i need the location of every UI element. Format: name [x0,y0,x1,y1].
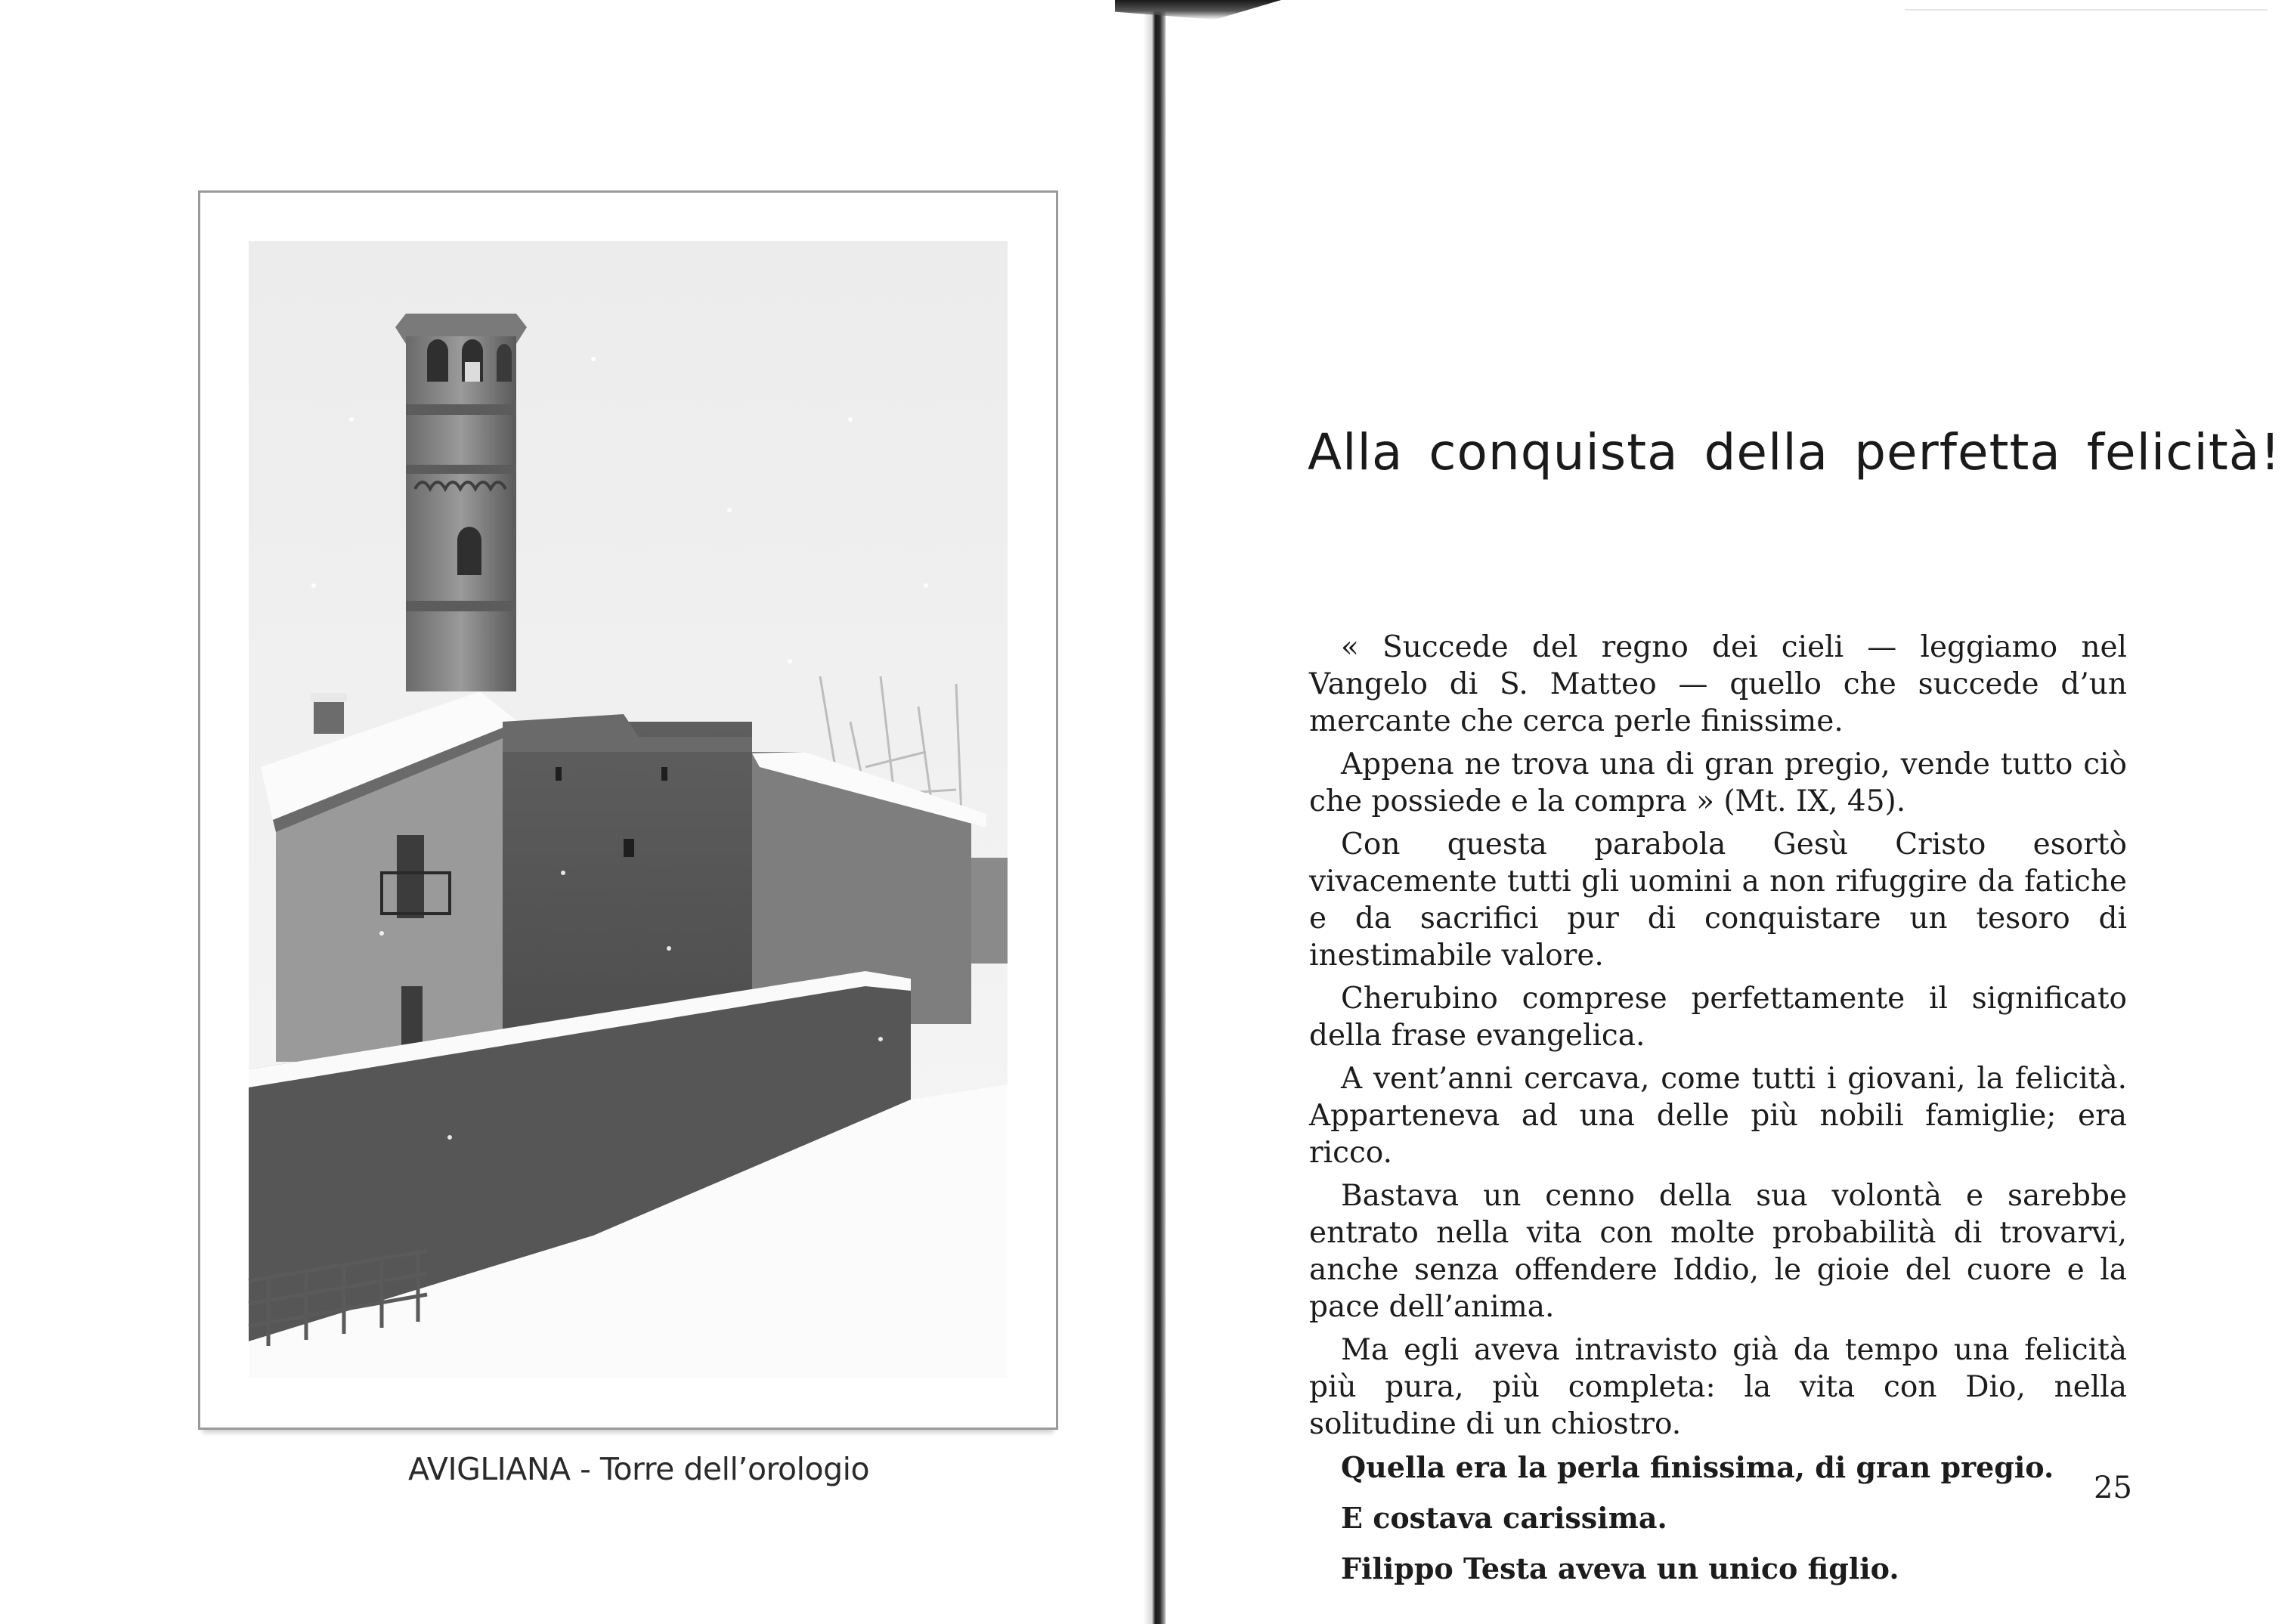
book-spine [1143,0,1166,1624]
paragraph: Con questa parabola Gesù Cristo esortò vivacemente tutti gli uomini a non rifuggire da fatiche e da sacrifici pur di conquistare un tesoro di inestimabile valore. [1309,827,2127,973]
chapter-title: Alla conquista della perfetta felicità! [1308,423,2281,481]
chapter-body [1309,629,2127,1601]
closing-line: Quella era la perla finissima, di gran pregio. [1341,1450,2054,1484]
paragraph: Cherubino comprese perfettamente il significato della frase evangelica. [1309,982,2127,1053]
page-edge-line [1905,9,2268,11]
paragraph: Appena ne trova una di gran pregio, vende tutto ciò che possiede e la compra » (Mt. IX, 45). [1309,747,2127,818]
paragraph: Ma egli aveva intravisto già da tempo una felicità più pura, più completa: la vita con Dio, nella solitudine di un chiostro. [1309,1333,2127,1441]
paragraph: A vent’anni cercava, come tutti i giovani, la felicità. Apparteneva ad una delle più nobili famiglie; era ricco. [1309,1062,2127,1170]
page-number: 25 [2094,1471,2132,1505]
photo-caption: AVIGLIANA - Torre dell’orologio [408,1451,870,1487]
photo-frame [198,190,1058,1430]
spine-shadow [1115,0,1281,20]
closing-line: Filippo Testa aveva un unico figlio. [1341,1551,1899,1585]
paragraph: « Succede del regno dei cieli — leggiamo nel Vangelo di S. Matteo — quello che succede d’un mercante che cerca perle finissime. [1309,630,2127,738]
closing-line: E costava carissima. [1341,1501,1667,1535]
clock-tower-photo [200,193,1056,1428]
paragraph: Bastava un cenno della sua volontà e sarebbe entrato nella vita con molte probabilità di trovarvi, anche senza offendere Iddio, le gioie del cuore e la pace dell’anima. [1309,1179,2127,1324]
